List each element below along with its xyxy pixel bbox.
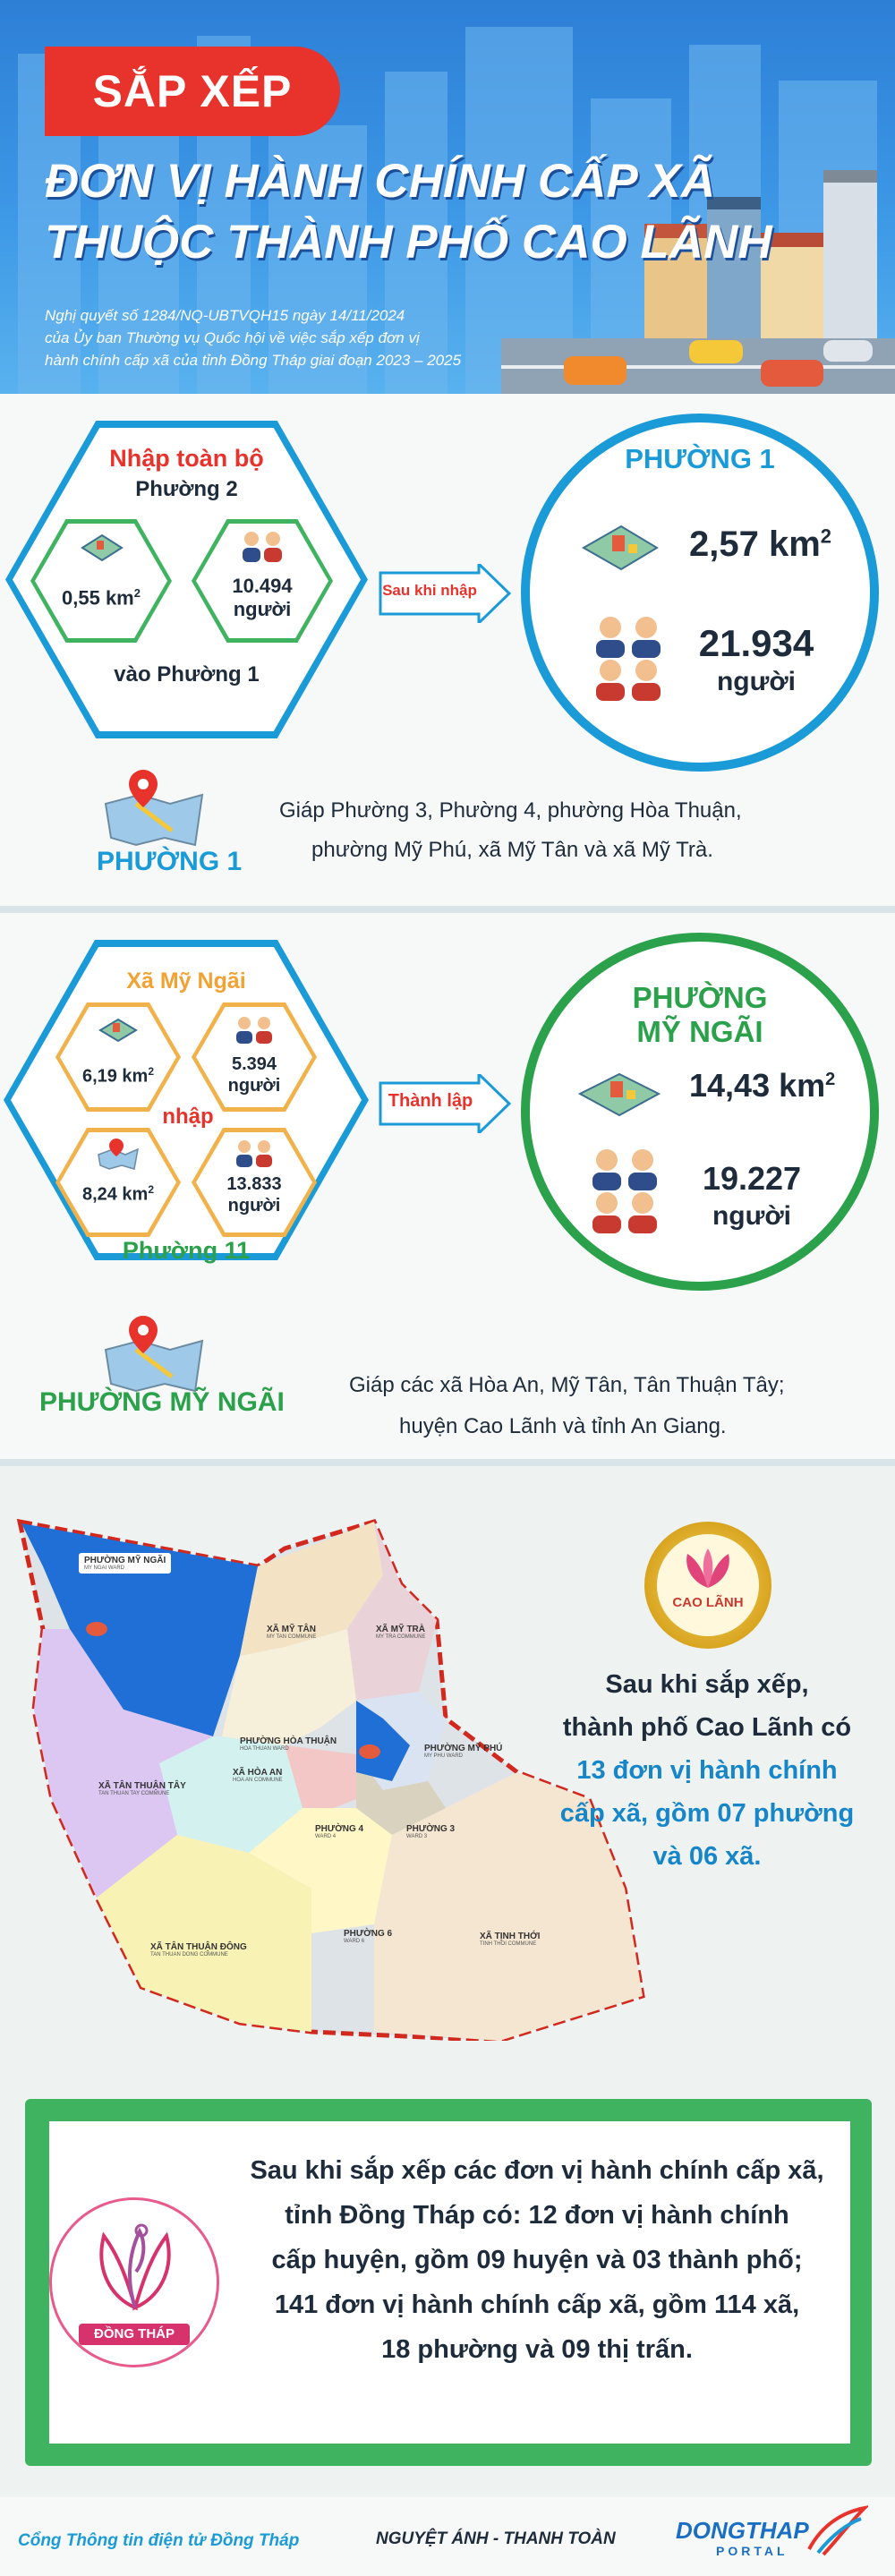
summary-highlight: 13 đơn vị hành chính (576, 1756, 838, 1785)
map-label: PHƯỜNG 6 WARD 6 (344, 1929, 393, 1944)
map-label: XÃ MỸ TÂN MY TAN COMMUNE (267, 1625, 317, 1640)
page-title-line1: ĐƠN VỊ HÀNH CHÍNH CẤP XÃ (45, 155, 716, 208)
map-area-icon (97, 1014, 140, 1046)
decree-line: Nghị quyết số 1284/NQ-UBTVQH15 ngày 14/11/2024 (45, 307, 405, 324)
decree-line: của Ủy ban Thường vụ Quốc hội về việc sắp xếp đơn vị (45, 329, 420, 346)
crane-lotus-icon (77, 2218, 193, 2316)
map-label: XÃ TỊNH THỚI TINH THOI COMMUNE (480, 1932, 541, 1947)
people-icon (233, 1013, 276, 1045)
decree-line: hành chính cấp xã của tỉnh Đồng Tháp giai đoạn 2023 – 2025 (45, 352, 462, 369)
map-summary (528, 1663, 886, 1878)
section-phuong-my-ngai (0, 913, 895, 1461)
map-label: XÃ MỸ TRÀ MY TRA COMMUNE (376, 1625, 426, 1640)
people-icon (233, 1137, 276, 1169)
result-name: PHƯỜNG 1 (625, 443, 775, 474)
merge-title: Nhập toàn bộ (109, 445, 264, 472)
unit1-area: 6,19 $km^2$ (81, 1065, 155, 1087)
result-population-unit: người (712, 1201, 792, 1231)
unit1-population-unit: người (227, 1076, 281, 1096)
merge-subject: Phường 2 (135, 477, 238, 501)
people-icon (238, 528, 286, 564)
section-phuong-1 (0, 394, 895, 911)
summary-line: thành phố Cao Lãnh có (562, 1713, 852, 1742)
dong-thap-logo-text: ĐỒNG THÁP (79, 2324, 190, 2345)
join-word: nhập (162, 1105, 214, 1129)
page-title-line2: THUỘC THÀNH PHỐ CAO LÃNH (45, 216, 772, 269)
dong-thap-logo (49, 2197, 219, 2367)
result-population: 19.227 (702, 1160, 802, 1197)
cao-lanh-logo (644, 1522, 771, 1649)
location-map-icon (100, 768, 208, 849)
map-label: PHƯỜNG MỸ PHÚ MY PHU WARD (424, 1744, 503, 1759)
borders-text: Giáp Phường 3, Phường 4, phường Hòa Thuận, (279, 798, 742, 823)
result-name-line2: MỸ NGÃI (636, 1015, 763, 1048)
map-label: PHƯỜNG 4 WARD 4 (315, 1824, 364, 1839)
portal-swoosh-icon (806, 2504, 868, 2558)
population-unit: người (233, 598, 292, 620)
map-label: XÃ HÒA AN HOA AN COMMUNE (233, 1768, 283, 1783)
header-banner (0, 0, 895, 394)
house-illustration (823, 170, 877, 340)
people-icon (585, 1146, 666, 1235)
summary-highlight: và 06 xã. (652, 1842, 762, 1871)
result-area: 14,43 $km^2$ (689, 1067, 836, 1104)
map-label: XÃ TÂN THUẬN TÂY TAN THUAN TAY COMMUNE (98, 1781, 186, 1796)
decree-text (45, 304, 528, 371)
borders-name: PHƯỜNG 1 (97, 847, 243, 876)
car-illustration (689, 340, 743, 363)
location-map-icon (95, 1137, 141, 1173)
location-map-icon (100, 1314, 208, 1395)
footer-brand-sub: PORTAL (716, 2544, 788, 2558)
footer-brand: DONGTHAP (676, 2517, 809, 2544)
arrow-label: Thành lập (388, 1091, 473, 1111)
unit2-name: Phường 11 (122, 1237, 251, 1264)
summary-line: Sau khi sắp xếp, (605, 1670, 809, 1699)
unit2-area: 8,24 $km^2$ (81, 1183, 155, 1205)
arrow-label: Sau khi nhập (382, 582, 477, 599)
borders-name: PHƯỜNG MỸ NGÃI (39, 1387, 285, 1417)
header-tag: SẮP XẾP (45, 47, 340, 136)
car-illustration (761, 360, 823, 387)
borders-text: Giáp các xã Hòa An, Mỹ Tân, Tân Thuận Tây; (349, 1373, 785, 1397)
province-summary (242, 2148, 832, 2372)
merge-into: vào Phường 1 (114, 662, 260, 687)
divider (0, 1459, 895, 1466)
map-label: XÃ TÂN THUẬN ĐÔNG TAN THUAN DONG COMMUNE (150, 1942, 247, 1958)
province-line: tỉnh Đồng Tháp có: 12 đơn vị hành chính (285, 2201, 789, 2230)
result-name-line1: PHƯỜNG (632, 981, 768, 1014)
result-population-unit: người (716, 667, 797, 696)
car-illustration (564, 356, 626, 385)
map-area-icon (79, 530, 125, 566)
map-area-icon (580, 517, 661, 576)
province-line: 141 đơn vị hành chính cấp xã, gồm 114 xã, (274, 2290, 800, 2319)
unit2-population: 13.833 (226, 1174, 282, 1194)
unit2-population-unit: người (227, 1196, 281, 1215)
divider (0, 906, 895, 913)
lotus-icon (675, 1547, 741, 1591)
car-illustration (823, 340, 873, 362)
province-line: 18 phường và 09 thị trấn. (381, 2335, 693, 2364)
population-value: 10.494 (232, 575, 293, 597)
map-area-icon (576, 1067, 662, 1121)
province-line: Sau khi sắp xếp các đơn vị hành chính cấp xã, (250, 2156, 824, 2185)
unit1-name: Xã Mỹ Ngãi (126, 968, 246, 994)
footer-authors: NGUYỆT ÁNH - THANH TOÀN (376, 2529, 616, 2548)
borders-text: phường Mỹ Phú, xã Mỹ Tân và xã Mỹ Trà. (311, 838, 713, 862)
summary-highlight: cấp xã, gồm 07 phường (559, 1799, 855, 1828)
people-icon (589, 613, 669, 703)
area-value: 0,55 $km^2$ (62, 586, 141, 610)
map-label: PHƯỜNG 3 WARD 3 (406, 1824, 456, 1839)
result-population: 21.934 (698, 622, 814, 664)
footer-source: Cổng Thông tin điện tử Đồng Tháp (18, 2531, 300, 2550)
result-area: 2,57 $km^2$ (689, 525, 832, 564)
borders-text: huyện Cao Lãnh và tỉnh An Giang. (399, 1414, 727, 1438)
cao-lanh-logo-text: CAO LÃNH (672, 1595, 744, 1610)
map-label: PHƯỜNG HÒA THUẬN HOA THUAN WARD (240, 1736, 337, 1752)
footer (0, 2497, 895, 2576)
unit1-population: 5.394 (231, 1054, 277, 1074)
map-label: PHƯỜNG MỸ NGÃI MY NGAI WARD (79, 1553, 171, 1574)
province-line: cấp huyện, gồm 09 huyện và 03 thành phố; (271, 2246, 803, 2274)
